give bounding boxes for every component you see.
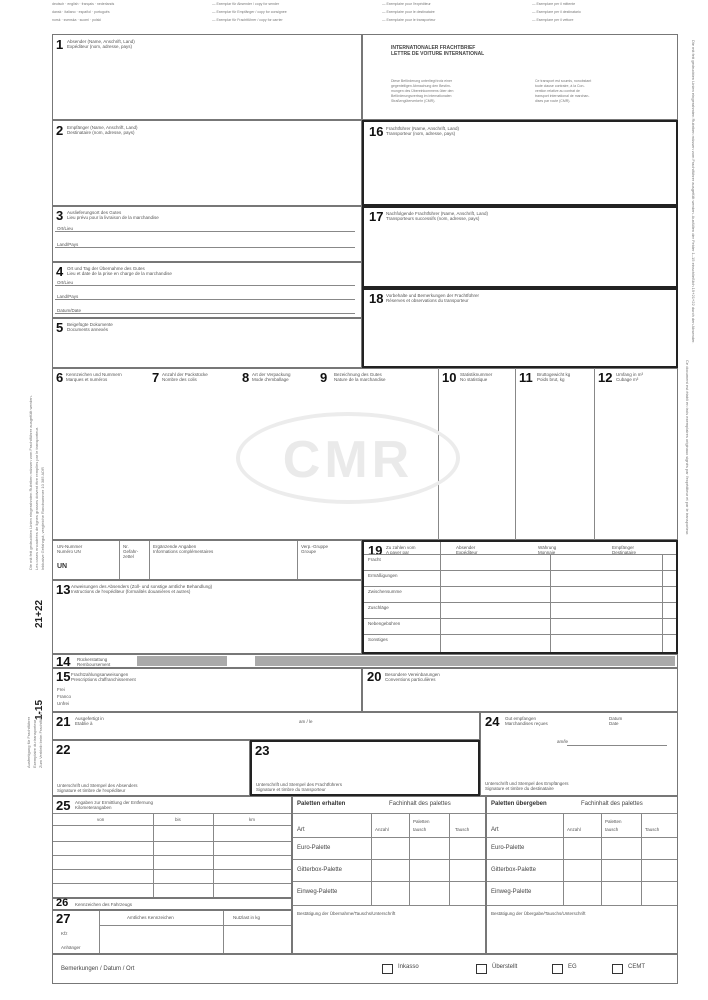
field-21-established[interactable]: 21 Ausgefertigt in Etablie à am / le xyxy=(52,712,480,740)
field-number: 5 xyxy=(56,320,64,335)
field-number: 25 xyxy=(56,798,71,813)
field-18-reservations[interactable]: 18 Vorbehalte und Bemerkungen der Frachtführer Réserves et observations du transporteur xyxy=(362,288,678,368)
side-code-2: 21+22 xyxy=(34,599,45,628)
field-number: 19 xyxy=(368,543,383,558)
field-number-12: 12 xyxy=(598,370,613,385)
pallets-received-table[interactable]: Paletten erhalten Fachinhalt des palettes Art Anzahl Paletten tausch Tausch Euro-Palette Gitterbox-Palette Einweg-Palette Bestätigung der Übernahme/Tauschs/Unterschrift xyxy=(292,796,486,954)
checkbox-cemt[interactable] xyxy=(612,964,623,974)
un-label: UN xyxy=(57,563,68,570)
adr-row[interactable]: UN-Nummer Numéro UN UN Nr. Gefahr- zettel Ergänzende Angaben Informations complémentaires Verp.-Gruppe Groupe xyxy=(52,540,362,580)
field-number: 27 xyxy=(56,911,71,926)
footer-row xyxy=(52,954,678,984)
pallets-delivered-title: Paletten übergeben xyxy=(491,801,547,807)
field-number-10: 10 xyxy=(442,370,457,385)
field-number: 4 xyxy=(56,264,64,279)
field-24-goods-received[interactable]: 24 Gut empfangen Marchandises reçues Datum Date am/le Unterschrift und Stempel des Empfängers Signature et timbre du destinataire xyxy=(480,712,678,796)
checkbox-ueberstellt-label: Überstellt xyxy=(492,964,518,970)
checkbox-cemt-label: CEMT xyxy=(628,964,645,970)
right-side-fineprint: Die mit fett gedruckten Linien eingerahmten Rubriken müssen vom Frachtführer ausgefüllt werden. Ausfüllen der Felder 1–15 einschließlich 19+21+22 durch den Absender. Ce document est établi en trois exemplaires originaux signés par l'expéditeur et par le transporteur. xyxy=(685,40,696,536)
cmr-watermark-logo: CMR xyxy=(236,412,460,504)
pallets-delivered-table[interactable]: Paletten übergeben Fachinhalt des palettes Art Anzahl Paletten tausch Tausch Euro-Palette Gitterbox-Palette Einweg-Palette Bestätigung der Übergabe/Tauschs/Unterschrift xyxy=(486,796,678,954)
field-number: 15 xyxy=(56,669,71,684)
field-number: 13 xyxy=(56,582,71,597)
pallets-received-title: Paletten erhalten xyxy=(297,801,346,807)
field-3-delivery-place[interactable]: 3 Auslieferungsort des Gutes Lieu prévu pour la livraison de la marchandise Ort/Lieu Land/Pays xyxy=(52,206,362,262)
field-number: 26 xyxy=(56,897,69,909)
field-number: 14 xyxy=(56,654,71,669)
left-side-fineprint-lower: Ausfertigung für Frachtführer Exemplaire du transporteur Zum Verbleib beim Frachtführer xyxy=(26,711,43,768)
field-16-carrier[interactable]: 16 Frachtführer (Name, Anschrift, Land) Transporteur (nom, adresse, pays) xyxy=(362,120,678,206)
field-number: 18 xyxy=(369,291,384,306)
field-2-consignee[interactable]: 2 Empfänger (Name, Anschrift, Land) Destinataire (nom, adresse, pays) xyxy=(52,120,362,206)
field-number: 2 xyxy=(56,123,64,138)
checkbox-eg-label: EG xyxy=(568,964,577,970)
side-code-1: 1-15 xyxy=(34,699,45,720)
checkbox-inkasso[interactable] xyxy=(382,964,393,974)
left-side-fineprint: Die mit fett gedruckten Linien eingerahmten Rubriken müssen vom Frachtführer ausgefüllt werden. Les cases encadrées de lignes grasses doivent être remplies par le transporteur. Inklusive Gefahrgut, vergleiche Randnummer 10 385 ADR xyxy=(28,395,45,570)
field-number-9: 9 xyxy=(320,370,328,385)
field-15-payment-instructions[interactable]: 15 Frachtzahlungsanweisungen Prescriptions d'affranchissement Frei Franco Unfrei xyxy=(52,668,362,712)
field-number-6: 6 xyxy=(56,370,64,385)
field-13-instructions[interactable]: 13 Anweisungen des Absenders (Zoll- und sonstige amtliche Behandlung) Instructions de l'expéditeur (formalités douanières et autres) xyxy=(52,580,362,654)
field-1-sender[interactable]: 1 Absender (Name, Anschrift, Land) Expéditeur (nom, adresse, pays) xyxy=(52,34,362,120)
checkbox-ueberstellt[interactable] xyxy=(476,964,487,974)
checkbox-eg[interactable] xyxy=(552,964,563,974)
field-number: 22 xyxy=(56,742,71,757)
field-number: 23 xyxy=(255,743,270,758)
field-19-charges[interactable]: 19 Zu zahlen vom A payer par Absender Expéditeur Währung Monnaie Empfänger Destinataire Fracht Ermäßigungen Zwischensumme Zuschläge Nebengebühren Sonstiges xyxy=(362,540,678,654)
field-26-vehicle-number[interactable]: 26 Kennzeichen des Fahrzeugs xyxy=(52,898,292,910)
field-number: 20 xyxy=(367,669,382,684)
field-22-sender-signature[interactable]: 22 Unterschrift und Stempel des Absenders Signature et timbre de l'expéditeur xyxy=(52,740,250,796)
field-number: 17 xyxy=(369,209,384,224)
field-number: 21 xyxy=(56,714,71,729)
field-number: 16 xyxy=(369,124,384,139)
field-number-11: 11 xyxy=(519,370,533,385)
field-4-taking-over[interactable]: 4 Ort und Tag der Übernahme des Gutes Lieu et date de la prise en charge de la marchandise Ort/Lieu Land/Pays Datum/Date xyxy=(52,262,362,318)
field-number: 1 xyxy=(56,37,64,52)
field-number-8: 8 xyxy=(242,370,250,385)
field-5-documents[interactable]: 5 Beigefügte Dokumente Documents annexés xyxy=(52,318,362,368)
field-number-7: 7 xyxy=(152,370,160,385)
field-17-successive-carriers[interactable]: 17 Nachfolgende Frachtführer (Name, Anschrift, Land) Transporteurs successifs (nom, adresse, pays) xyxy=(362,206,678,288)
field-23-carrier-signature[interactable]: 23 Unterschrift und Stempel des Frachtführers Signature et timbre du transporteur xyxy=(250,740,480,796)
language-header: deutsch · english · français · nederlands dansk · italiano · español · português norsk · svenska · suomi · polski — Exemplar für Absender / copy for sender — Exemplar für Empfänger / copy for consignee — Exemplar für Frachtführer / copy for carrier — Exemplaire pour l'expéditeur — Exemplaire pour le destinataire — Exemplaire pour le transporteur — Esemplare per il mittente — Esemplare per il destinatario — Esemplare per il vettore xyxy=(52,2,581,22)
checkbox-inkasso-label: Inkasso xyxy=(398,964,419,970)
field-25-vehicle[interactable]: 25 Angaben zur Ermittlung der Entfernung Kilometerangaben von bis km xyxy=(52,796,292,898)
field-number: 3 xyxy=(56,208,64,223)
footer-label: Bemerkungen / Datum / Ort xyxy=(61,966,135,972)
field-27-driver[interactable]: 27 Amtliches Kennzeichen Nutzlast in kg Kfz Anhänger xyxy=(52,910,292,954)
field-20-special-agreements[interactable]: 20 Besondere Vereinbarungen Conventions particulières xyxy=(362,668,678,712)
field-14-payment[interactable]: 14 Rückerstattung Remboursement xyxy=(52,654,678,668)
field-number: 24 xyxy=(485,714,500,729)
title-block: INTERNATIONALER FRACHTBRIEF LETTRE DE VOITURE INTERNATIONAL Diese Beförderung unterliegt trotz einer gegenteiligen Abmachung den Bestim- mungen des Übereinkommens über den Beförderungsvertrag im internationalen Straßengüterverkehr (CMR). Ce transport est soumis, nonobstant toute clause contraire, à la Con- vention relative au contrat de transport international de marchan- dises par route (CMR). xyxy=(362,34,678,120)
document-title: INTERNATIONALER FRACHTBRIEF LETTRE DE VOITURE INTERNATIONAL xyxy=(391,45,485,57)
